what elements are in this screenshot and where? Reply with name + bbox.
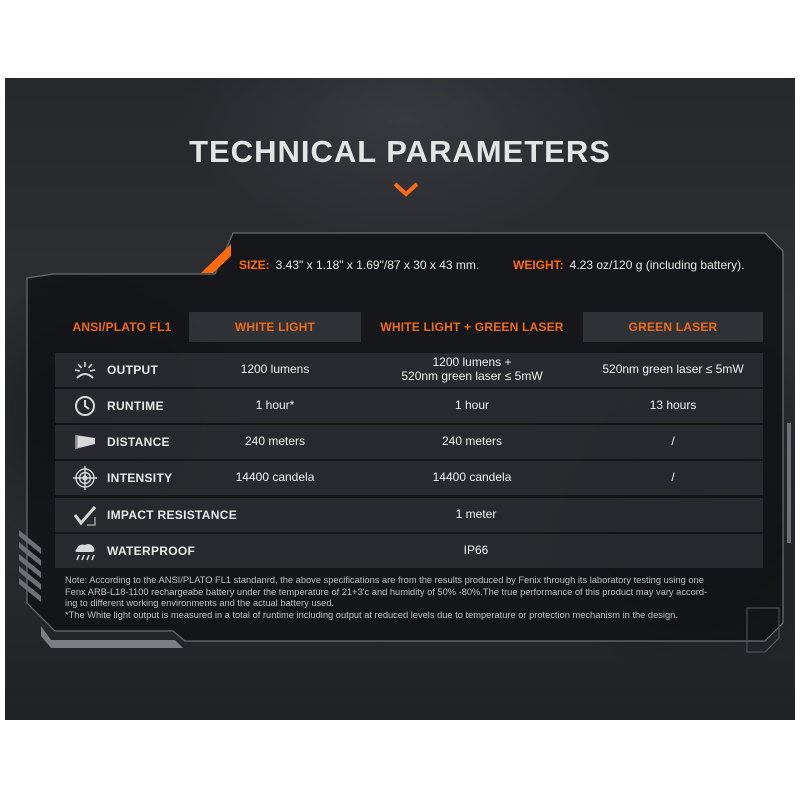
weight-label: WEIGHT: — [513, 258, 564, 272]
chevron-down-icon — [394, 182, 418, 198]
table-row-output — [55, 353, 763, 387]
table-row-intensity — [55, 461, 763, 495]
footnote — [65, 575, 755, 621]
size-spec — [239, 258, 479, 272]
target-icon — [73, 466, 97, 490]
impact-icon — [73, 503, 97, 527]
footnote-line-1: Note: According to the ANSI/PLATO FL1 standanrd, the above specifications are from the results produced by Fenix through its laboratory testing using one — [65, 575, 704, 585]
row-label-waterproof: WATERPROOF — [107, 544, 196, 558]
row-label-output: OUTPUT — [107, 363, 159, 377]
waterproof-icon — [73, 539, 97, 563]
header-ansi-plato: ANSI/PLATO FL1 — [72, 320, 172, 334]
footnote-line-3: ing to different working environments and the actual battery used. — [65, 598, 335, 609]
beam-distance-icon — [73, 430, 97, 454]
cell-output-green: 520nm green laser ≤ 5mW — [602, 362, 744, 377]
table-row-impact — [55, 498, 763, 532]
cell-distance-white: 240 meters — [244, 434, 306, 449]
cell-output-combo — [361, 353, 583, 387]
row-label-intensity: INTENSITY — [107, 471, 173, 485]
technical-parameters-banner — [5, 78, 795, 720]
header-green-laser: GREEN LASER — [583, 312, 763, 342]
page-title: TECHNICAL PARAMETERS — [189, 134, 611, 169]
row-label-runtime: RUNTIME — [107, 399, 164, 413]
row-label-distance: DISTANCE — [107, 435, 170, 449]
table-row-runtime — [55, 389, 763, 423]
cell-waterproof-value: IP66 — [463, 543, 489, 558]
footnote-line-4: *The White light output is measured in a total of runtime including output at reduced levels due to temperature or protection mechanism in the design. — [65, 609, 678, 620]
cell-intensity-green: / — [671, 470, 675, 485]
cell-output-combo-line2: 520nm green laser ≤ 5mW — [401, 369, 543, 383]
cell-distance-combo: 240 meters — [441, 434, 503, 449]
table-row-waterproof — [55, 534, 763, 568]
cell-impact-value: 1 meter — [455, 507, 497, 522]
footnote-line-2: Fenx ARB-L18-1100 rechargeabe battery under the temperature of 21+3'c and humidity of 50% -80%.The true performance of this product may vary accord- — [65, 586, 708, 597]
cell-intensity-combo: 14400 candela — [432, 470, 512, 485]
size-label: SIZE: — [239, 258, 270, 272]
cell-output-combo-line1: 1200 lumens + — [432, 355, 512, 370]
clock-icon — [73, 394, 97, 418]
weight-spec — [513, 258, 744, 272]
cell-runtime-white: 1 hour* — [255, 398, 295, 413]
cell-runtime-combo: 1 hour — [454, 398, 490, 413]
right-side-bar — [787, 423, 791, 543]
weight-value: 4.23 oz/120 g (including battery). — [569, 258, 745, 272]
cell-output-white: 1200 lumens — [240, 362, 310, 377]
cell-runtime-green: 13 hours — [649, 398, 697, 413]
burst-icon — [73, 358, 97, 382]
cell-intensity-white: 14400 candela — [235, 470, 315, 485]
table-row-distance — [55, 425, 763, 459]
row-label-impact: IMPACT RESISTANCE — [107, 508, 237, 522]
size-value: 3.43" x 1.18" x 1.69"/87 x 30 x 43 mm. — [275, 258, 480, 272]
header-white-light: WHITE LIGHT — [189, 312, 361, 342]
cell-distance-green: / — [671, 434, 675, 449]
header-white-green: WHITE LIGHT + GREEN LASER — [380, 320, 564, 334]
